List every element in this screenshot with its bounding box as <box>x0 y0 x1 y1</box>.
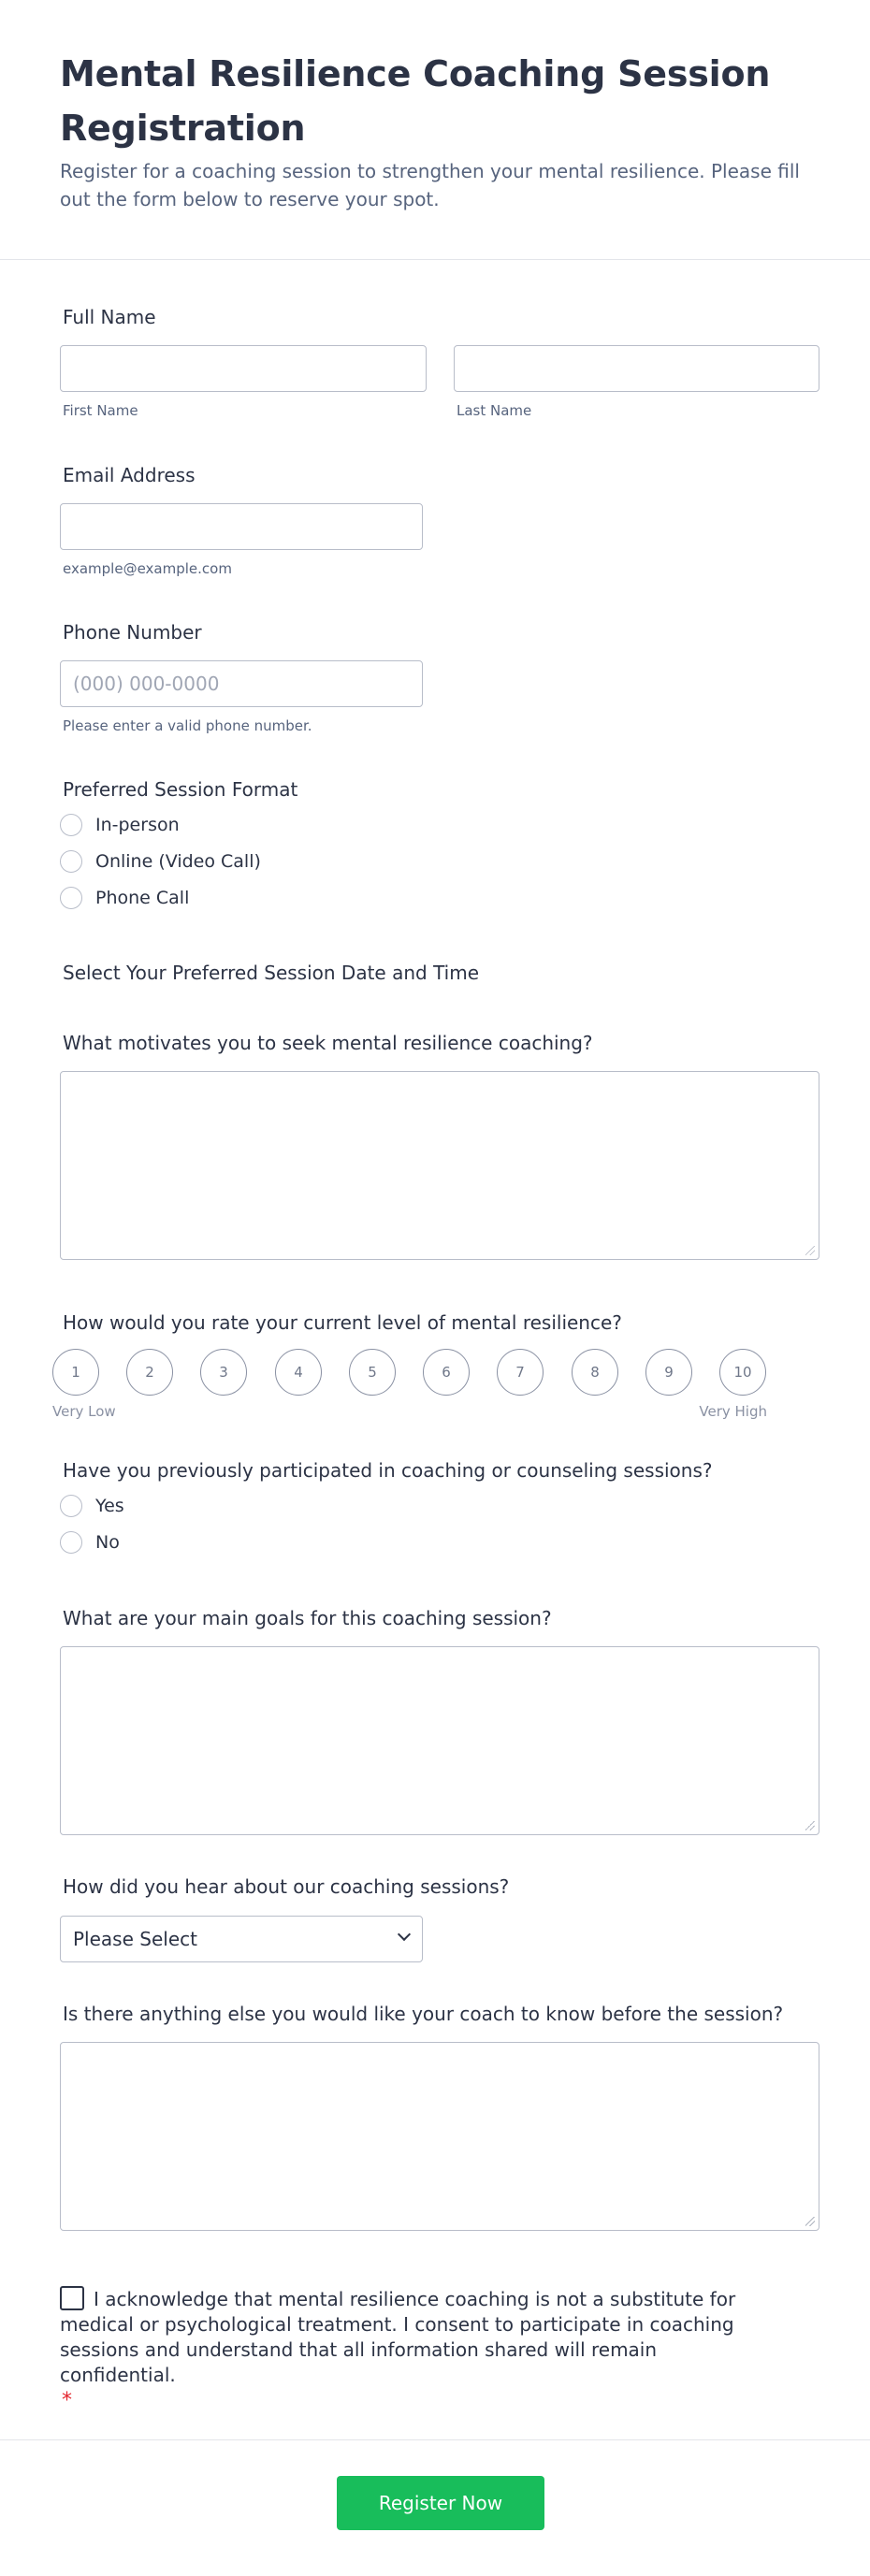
last-name-sublabel: Last Name <box>457 402 532 419</box>
radio-circle[interactable] <box>60 814 82 836</box>
rating-option-6[interactable]: 6 <box>423 1349 470 1396</box>
motivation-label: What motivates you to seek mental resilience coaching? <box>63 1032 593 1054</box>
phone-input[interactable] <box>60 660 423 707</box>
email-input[interactable] <box>60 503 423 550</box>
radio-label: Online (Video Call) <box>95 850 261 872</box>
previous-participation-field <box>60 1457 819 1560</box>
first-name-sublabel: First Name <box>63 402 138 419</box>
rating-label: How would you rate your current level of mental resilience? <box>63 1311 622 1334</box>
motivation-textarea[interactable] <box>60 1071 819 1260</box>
rating-option-8[interactable]: 8 <box>572 1349 618 1396</box>
notes-field <box>60 2001 819 2231</box>
rating-low-label: Very Low <box>52 1403 116 1420</box>
rating-option-7[interactable]: 7 <box>497 1349 544 1396</box>
goals-textarea[interactable] <box>60 1646 819 1835</box>
rating-field <box>60 1310 819 1336</box>
email-label: Email Address <box>63 464 196 486</box>
last-name-input[interactable] <box>454 345 819 392</box>
register-now-button[interactable]: Register Now <box>337 2476 544 2530</box>
phone-label: Phone Number <box>63 621 202 644</box>
email-sublabel: example@example.com <box>63 560 232 577</box>
session-format-field <box>60 776 819 916</box>
radio-circle[interactable] <box>60 887 82 909</box>
full-name-field <box>60 304 819 429</box>
referral-select[interactable] <box>60 1916 423 1962</box>
rating-option-1[interactable]: 1 <box>52 1349 99 1396</box>
resize-grip-icon[interactable] <box>805 1246 815 1255</box>
goals-label: What are your main goals for this coaching session? <box>63 1607 552 1629</box>
goals-field <box>60 1605 819 1835</box>
full-name-label: Full Name <box>63 306 156 328</box>
form-header <box>0 0 870 260</box>
rating-option-10[interactable]: 10 <box>719 1349 766 1396</box>
email-field <box>60 462 819 578</box>
rating-option-4[interactable]: 4 <box>275 1349 322 1396</box>
phone-sublabel: Please enter a valid phone number. <box>63 717 312 734</box>
notes-label: Is there anything else you would like your coach to know before the session? <box>63 2003 784 2025</box>
referral-field <box>60 1874 819 1900</box>
form-description: Register for a coaching session to strengthen your mental resilience. Please fill out the form below to reserve your spot. <box>60 160 800 210</box>
radio-circle[interactable] <box>60 850 82 873</box>
rating-option-2[interactable]: 2 <box>126 1349 173 1396</box>
rating-option-3[interactable]: 3 <box>200 1349 247 1396</box>
session-format-option-in-person[interactable] <box>60 806 819 843</box>
rating-scale <box>52 1349 771 1424</box>
rating-option-9[interactable]: 9 <box>645 1349 692 1396</box>
radio-label: Phone Call <box>95 887 190 908</box>
chevron-down-icon <box>398 1928 411 1941</box>
phone-field <box>60 619 819 735</box>
consent-checkbox[interactable] <box>60 2286 84 2310</box>
previous-option-no[interactable] <box>60 1524 819 1560</box>
referral-selected-value: Please Select <box>73 1928 197 1950</box>
date-time-field <box>60 960 819 986</box>
previous-participation-label: Have you previously participated in coaching or counseling sessions? <box>63 1459 713 1482</box>
consent-field <box>60 2286 752 2413</box>
first-name-input[interactable] <box>60 345 427 392</box>
referral-label: How did you hear about our coaching sessions? <box>63 1875 510 1898</box>
motivation-field <box>60 1030 819 1260</box>
form-title: Mental Resilience Coaching Session Registration <box>60 53 771 149</box>
date-time-label: Select Your Preferred Session Date and Time <box>63 962 480 984</box>
radio-circle[interactable] <box>60 1531 82 1554</box>
resize-grip-icon[interactable] <box>805 1821 815 1831</box>
resize-grip-icon[interactable] <box>805 2217 815 2226</box>
radio-label: Yes <box>95 1495 124 1516</box>
session-format-option-online[interactable] <box>60 843 819 879</box>
radio-circle[interactable] <box>60 1495 82 1517</box>
notes-textarea[interactable] <box>60 2042 819 2231</box>
radio-label: No <box>95 1531 120 1553</box>
rating-high-label: Very High <box>699 1403 767 1420</box>
session-format-option-phone[interactable] <box>60 879 819 916</box>
required-asterisk: * <box>62 2389 72 2412</box>
session-format-label: Preferred Session Format <box>63 778 298 801</box>
radio-label: In-person <box>95 814 180 835</box>
consent-text: I acknowledge that mental resilience coaching is not a substitute for medical or psychological treatment. I consent to participate in coaching sessions and understand that all information shared will remain confidential. <box>60 2288 736 2386</box>
previous-option-yes[interactable] <box>60 1487 819 1524</box>
rating-option-5[interactable]: 5 <box>349 1349 396 1396</box>
